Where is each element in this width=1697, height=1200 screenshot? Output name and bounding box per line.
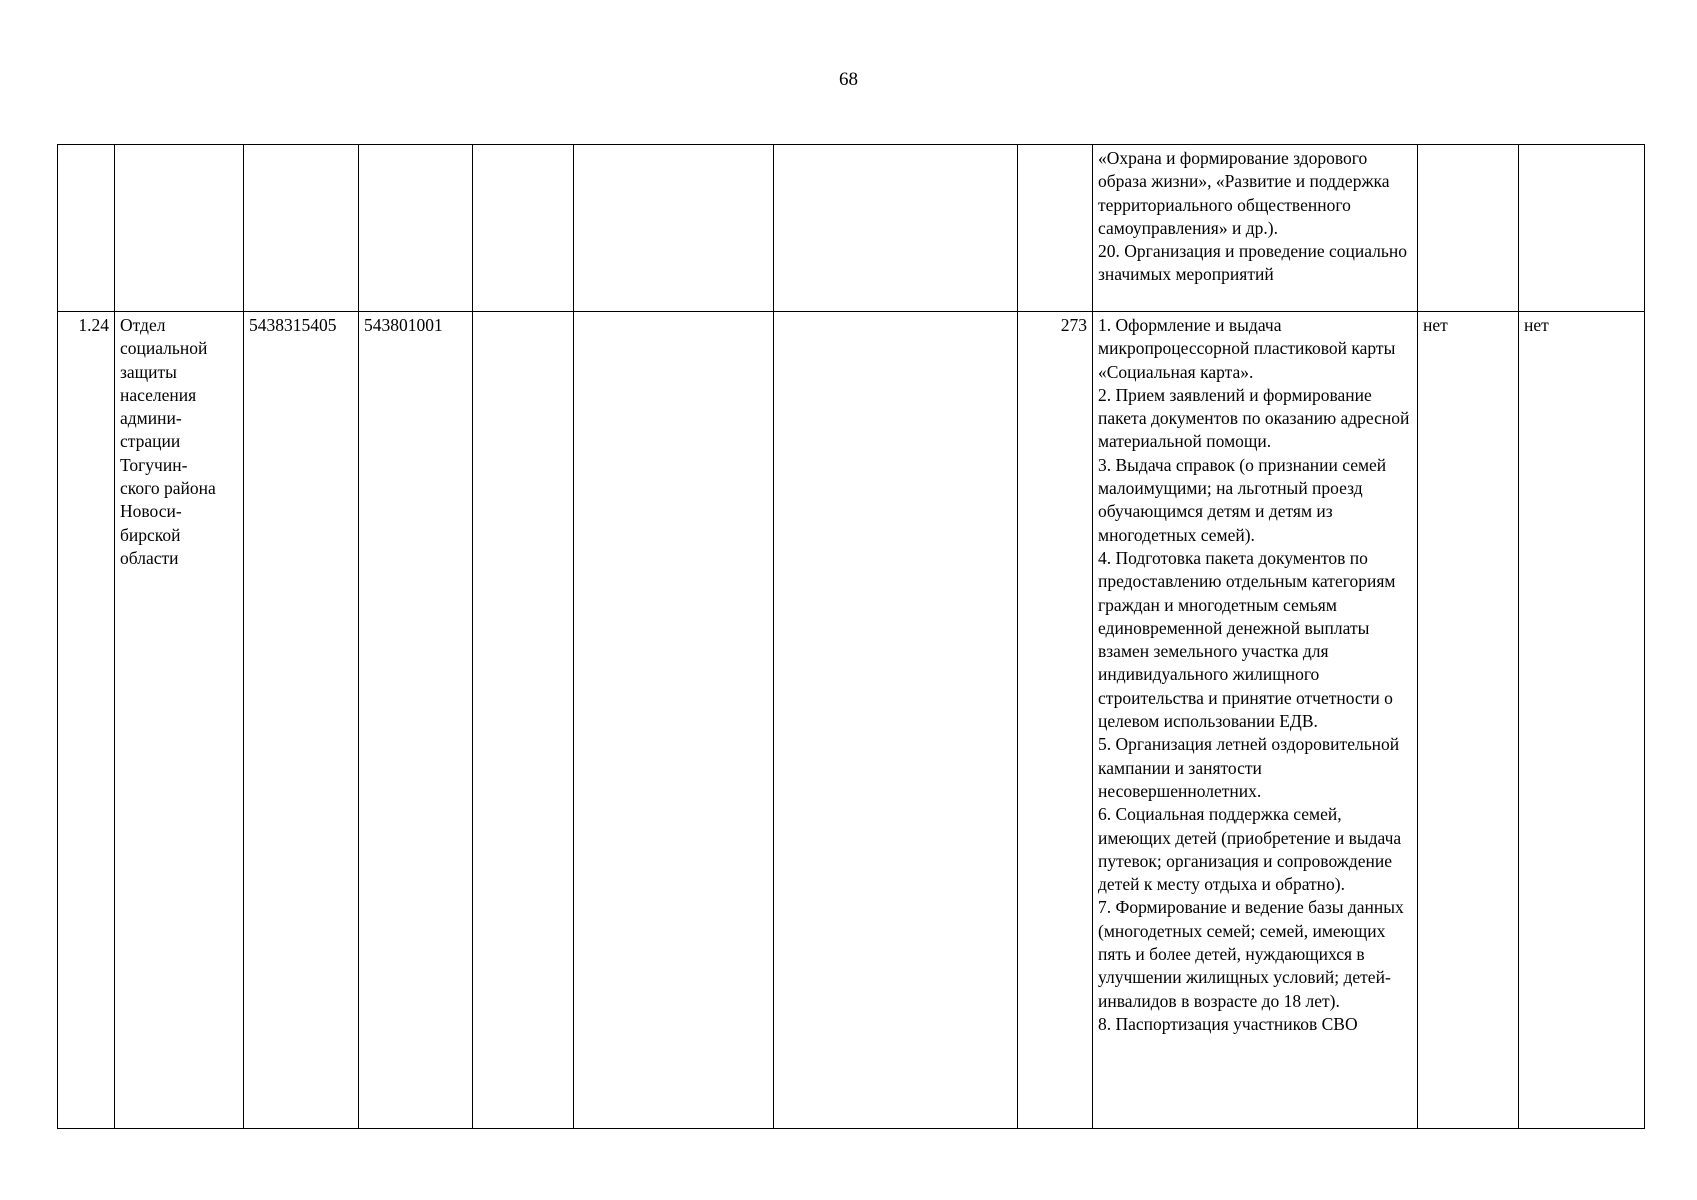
organization-name-cell xyxy=(115,145,244,312)
table-row xyxy=(58,312,1645,1129)
work-item: 8. Паспортизация участников СВО xyxy=(1098,1013,1358,1034)
page-number: 68 xyxy=(839,69,858,90)
column-7-cell xyxy=(774,312,1018,1129)
count-cell xyxy=(1018,145,1093,312)
work-item: «Охрана и формирование здорового образа жизни», «Развитие и поддержка территориального общественного самоуправления» и др.). xyxy=(1098,148,1390,238)
inn-cell xyxy=(244,145,359,312)
work-item: 7. Формирование и ведение базы данных (многодетных семей; семей, имеющих пять и более детей, нуждающихся в улучшении жилищных условий; детей-инвалидов в возрасте до 18 лет). xyxy=(1098,897,1404,1011)
organization-name-cell: Отдел социальной защиты населения админи- страции Тогучин- ского района Новоси- бирской области xyxy=(115,312,244,1129)
works-cell xyxy=(1093,145,1418,312)
row-number-cell xyxy=(58,145,115,312)
work-item: 1. Оформление и выдача микропроцессорной пластиковой карты «Социальная карта». xyxy=(1098,315,1396,382)
column-7-cell xyxy=(774,145,1018,312)
column-5-cell xyxy=(473,145,574,312)
kpp-cell: 543801001 xyxy=(359,312,473,1129)
work-item: 3. Выдача справок (о признании семей малоимущими; на льготный проезд обучающимся детям и детям из многодетных семей). xyxy=(1098,454,1387,545)
work-item: 4. Подготовка пакета документов по предоставлению отдельным категориям граждан и многодетным семьям единовременной денежной выплаты взамен земельного участка для индивидуального жилищного строительства и принятие отчетности о целевом использовании ЕДВ. xyxy=(1098,547,1396,732)
column-11-cell xyxy=(1519,145,1645,312)
column-5-cell xyxy=(473,312,574,1129)
work-item: 2. Прием заявлений и формирование пакета документов по оказанию адресной материальной помощи. xyxy=(1098,384,1410,452)
table-row xyxy=(58,145,1645,312)
row-number-cell: 1.24 xyxy=(58,312,115,1129)
kpp-cell xyxy=(359,145,473,312)
work-item: 5. Организация летней оздоровительной кампании и занятости несовершеннолетних. xyxy=(1098,734,1400,801)
count-cell: 273 xyxy=(1018,312,1093,1129)
work-item: 20. Организация и проведение социально значимых мероприятий xyxy=(1098,241,1407,285)
work-item: 6. Социальная поддержка семей, имеющих детей (приобретение и выдача путевок; организация и сопровождение детей к месту отдыха и обратно). xyxy=(1098,804,1402,895)
works-cell xyxy=(1093,312,1418,1129)
registry-table xyxy=(57,144,1645,1129)
column-10-cell: нет xyxy=(1418,312,1519,1129)
column-6-cell xyxy=(574,312,774,1129)
column-10-cell xyxy=(1418,145,1519,312)
column-11-cell: нет xyxy=(1519,312,1645,1129)
inn-cell: 5438315405 xyxy=(244,312,359,1129)
column-6-cell xyxy=(574,145,774,312)
